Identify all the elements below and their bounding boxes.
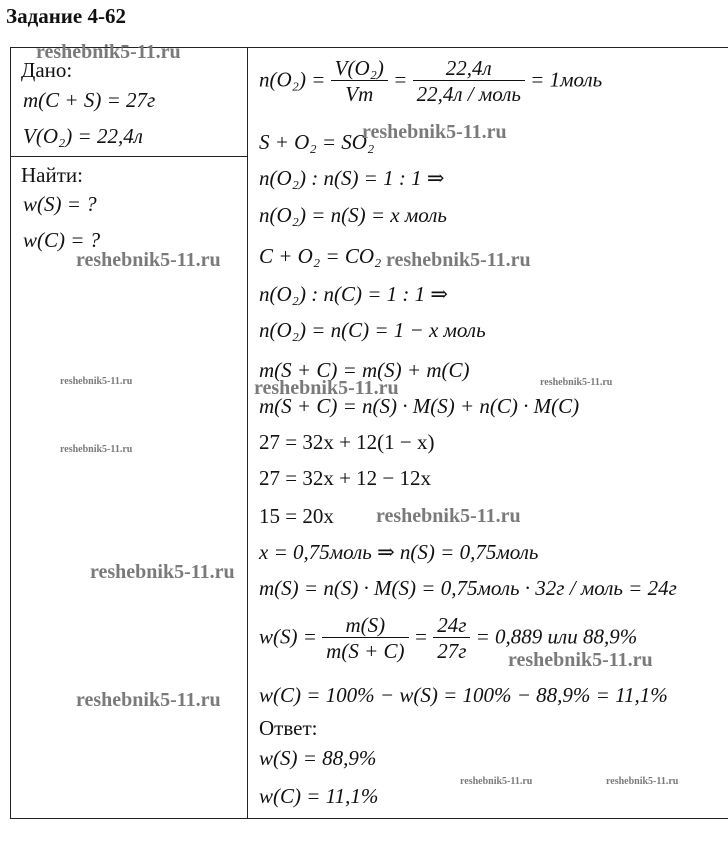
ratio-c: n(O₂) : n(C) = 1 : 1 ⇒ <box>259 282 448 306</box>
x-value: x = 0,75моль ⇒ n(S) = 0,75моль <box>259 540 539 564</box>
moles-o2-equation <box>259 56 602 107</box>
eq1-mid: = <box>393 67 408 92</box>
eq1-fraction-1 <box>331 56 388 107</box>
moles-s: n(O₂) = n(S) = x моль <box>259 203 447 227</box>
given-volume: V(O₂) = 22,4л <box>23 124 143 148</box>
eqw-mid: = <box>413 624 428 649</box>
watermark: reshebnik5-11.ru <box>376 505 521 527</box>
mass-sum: m(S + C) = m(S) + m(C) <box>259 358 470 382</box>
given-find-divider <box>11 156 247 157</box>
watermark: reshebnik5-11.ru <box>606 776 679 787</box>
watermark: reshebnik5-11.ru <box>508 649 653 671</box>
answer-wc: w(C) = 11,1% <box>259 784 379 808</box>
watermark: reshebnik5-11.ru <box>254 377 399 399</box>
find-label: Найти: <box>21 163 83 187</box>
watermark: reshebnik5-11.ru <box>36 41 181 63</box>
column-divider <box>247 48 248 818</box>
eq1-left: n(O₂) = <box>259 67 326 92</box>
mass-sum-expanded: m(S + C) = n(S) · M(S) + n(C) · M(C) <box>259 394 580 418</box>
ratio-s: n(O₂) : n(S) = 1 : 1 ⇒ <box>259 166 445 190</box>
watermark: reshebnik5-11.ru <box>76 689 221 711</box>
eq1-f2-numerator: 22,4л <box>413 56 525 81</box>
eqw-left: w(S) = <box>259 624 317 649</box>
moles-c: n(O₂) = n(C) = 1 − x моль <box>259 318 486 342</box>
watermark: reshebnik5-11.ru <box>60 376 133 387</box>
find-ws: w(S) = ? <box>23 192 97 216</box>
reaction-c: C + O₂ = CO₂ <box>259 244 382 268</box>
eq-15: 15 = 20x <box>259 504 334 528</box>
watermark: reshebnik5-11.ru <box>76 249 221 271</box>
mass-fraction-c: w(C) = 100% − w(S) = 100% − 88,9% = 11,1% <box>259 683 668 707</box>
watermark: reshebnik5-11.ru <box>460 776 533 787</box>
eq1-f1-numerator: V(O₂) <box>331 56 388 81</box>
eqw-f1-numerator: m(S) <box>322 613 408 638</box>
watermark: reshebnik5-11.ru <box>540 377 613 388</box>
reaction-s: S + O₂ = SO₂ <box>259 130 375 154</box>
eq1-right: = 1моль <box>530 67 603 92</box>
given-mass: m(C + S) = 27г <box>23 88 156 112</box>
find-wc: w(C) = ? <box>23 228 101 252</box>
mass-s: m(S) = n(S) · M(S) = 0,75моль · 32г / моль = 24г <box>259 576 677 600</box>
watermark: reshebnik5-11.ru <box>362 121 507 143</box>
eq1-fraction-2 <box>413 56 525 107</box>
eqw-f2-numerator: 24г <box>433 613 470 638</box>
answer-label: Ответ: <box>259 716 318 740</box>
eq-27-a: 27 = 32x + 12(1 − x) <box>259 430 435 454</box>
given-label: Дано: <box>21 58 73 82</box>
eq1-f1-denominator: Vm <box>345 82 374 107</box>
eq-27-b: 27 = 32x + 12 − 12x <box>259 466 432 490</box>
task-title: Задание 4-62 <box>6 4 126 28</box>
watermark: reshebnik5-11.ru <box>386 249 531 271</box>
answer-ws: w(S) = 88,9% <box>259 746 377 770</box>
eqw-f2-denominator: 27г <box>437 639 467 664</box>
eqw-fraction-2 <box>433 613 470 664</box>
watermark: reshebnik5-11.ru <box>90 561 235 583</box>
eqw-right: = 0,889 или 88,9% <box>475 624 638 649</box>
eqw-f1-denominator: m(S + C) <box>326 639 405 664</box>
eq1-f2-denominator: 22,4л / моль <box>416 82 521 107</box>
eqw-fraction-1 <box>322 613 408 664</box>
watermark: reshebnik5-11.ru <box>60 444 133 455</box>
